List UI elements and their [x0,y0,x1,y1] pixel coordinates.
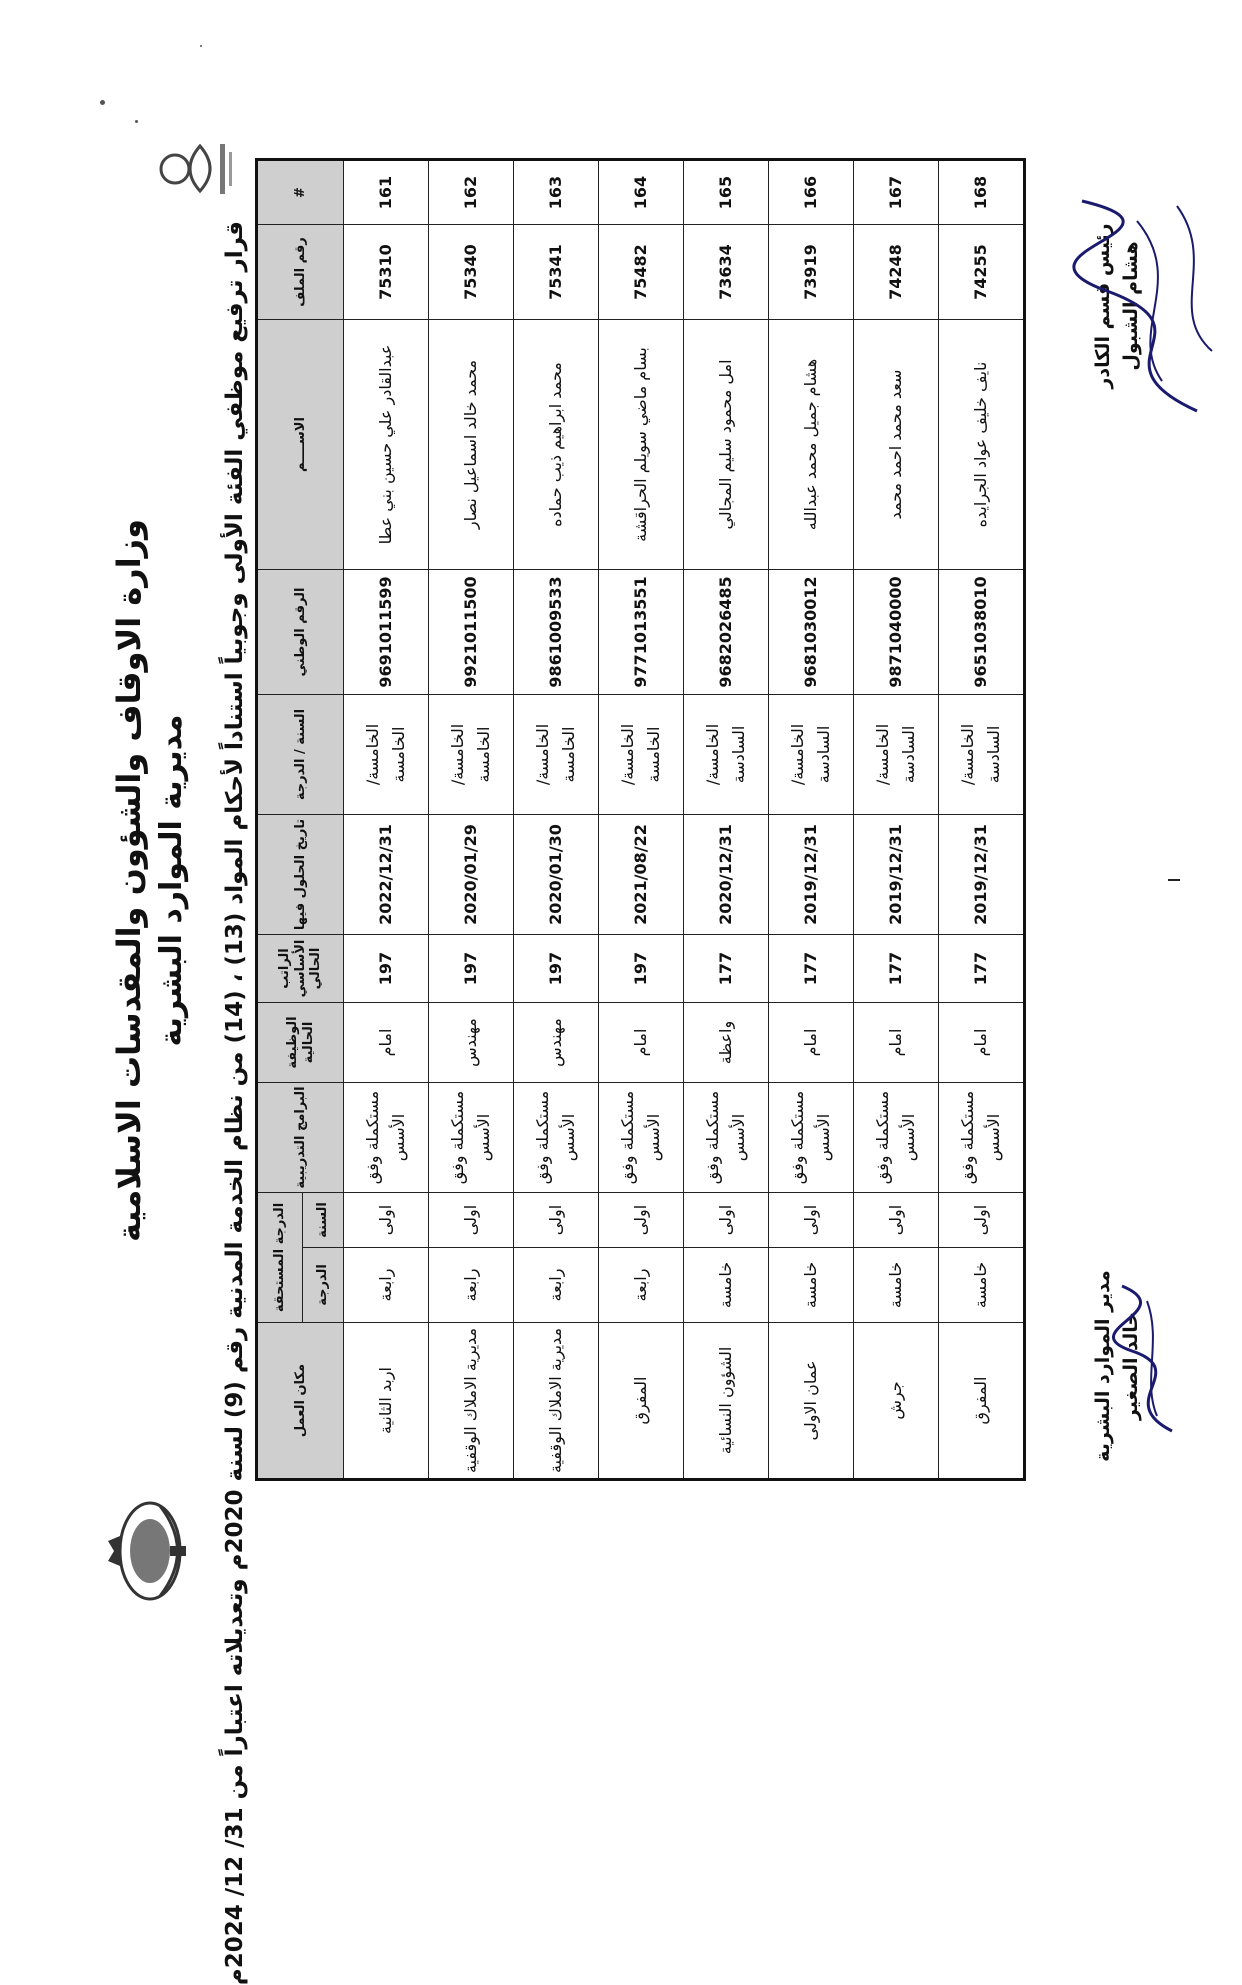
cell-due-grade: رابعة [599,1248,684,1323]
header-training: البرامج التدريبية [257,1083,344,1193]
cell-index: 162 [429,160,514,225]
cell-due-year: اولى [344,1193,429,1248]
ministry-name: وزارة الاوقاف والشؤون والمقدسات الاسلامية [110,519,148,1243]
cadre-head-name: هشام الشبول [1120,241,1142,371]
cell-salary: 177 [854,935,939,1003]
cadre-head-signature-block [1092,201,1222,411]
cell-name: هشام جميل محمد عبدالله [769,320,854,570]
table-row [769,160,854,1480]
cell-training: مستكملة وفق الأسس [769,1083,854,1193]
cell-file-no: 74255 [939,225,1025,320]
header-name: الاســــم [257,320,344,570]
cell-work-place: المفرق [599,1323,684,1480]
cell-date: 2020/01/29 [429,815,514,935]
promotion-table [255,158,1026,1481]
decision-title: قرار ترفيع موظفي الفئة الأولى وجوبياً استناداً لأحكام المواد (13) ، (14) من نظام الخدمة المدنية رقم (9) لسنة 2020م وتعديلاته اعتباراً من 31/ 12/ 2024م [222,221,248,1985]
cell-work-place: اربد الثانية [344,1323,429,1480]
cell-file-no: 73919 [769,225,854,320]
cell-due-grade: خامسة [769,1248,854,1323]
cell-date: 2020/12/31 [684,815,769,935]
cell-job: واعظة [684,1003,769,1083]
cell-file-no: 74248 [854,225,939,320]
cell-work-place: الشؤون النسائية [684,1323,769,1480]
cell-index: 165 [684,160,769,225]
page-number-glyph [1168,880,1180,882]
cell-year-grade: الخامسة/الخامسة [429,695,514,815]
cell-work-place: جرش [854,1323,939,1480]
cell-job: امام [344,1003,429,1083]
page-number [1165,0,1184,1761]
cell-index: 167 [854,160,939,225]
cell-salary: 177 [769,935,854,1003]
cell-name: بسام ماضي سويلم الحراقشة [599,320,684,570]
hr-director-signature-block [1092,1241,1212,1491]
cell-work-place: المفرق [939,1323,1025,1480]
cell-due-grade: خامسة [939,1248,1025,1323]
cell-year-grade: الخامسة/السادسة [854,695,939,815]
cell-national-id: 9651038010 [939,570,1025,695]
cell-year-grade: الخامسة/السادسة [769,695,854,815]
cell-job: امام [599,1003,684,1083]
header-due-grade-group: الدرجة المستحقة [257,1193,303,1323]
cell-due-grade: رابعة [514,1248,599,1323]
ministry-logo-icon [145,121,240,216]
table-row [939,160,1025,1480]
cell-file-no: 75341 [514,225,599,320]
cell-salary: 197 [429,935,514,1003]
cell-salary: 197 [514,935,599,1003]
header-basic-salary: الراتب الأساسي الحالي [257,935,344,1003]
cell-due-year: اولى [854,1193,939,1248]
cell-due-year: اولى [514,1193,599,1248]
cell-date: 2021/08/22 [599,815,684,935]
cell-job: امام [854,1003,939,1083]
cell-job: امام [939,1003,1025,1083]
cell-job: امام [769,1003,854,1083]
cell-due-year: اولى [684,1193,769,1248]
cell-due-year: اولى [769,1193,854,1248]
header-eligibility-date: تاريخ الحلول فيها [257,815,344,935]
cell-national-id: 9681030012 [769,570,854,695]
cell-work-place: عمان الاولى [769,1323,854,1480]
cell-date: 2020/01/30 [514,815,599,935]
cell-name: سعد محمد احمد محمد [854,320,939,570]
directorate-name: مديرية الموارد البشرية [154,714,189,1047]
cell-due-year: اولى [599,1193,684,1248]
cell-index: 168 [939,160,1025,225]
cell-training: مستكملة وفق الأسس [854,1083,939,1193]
table-row [684,160,769,1480]
cell-file-no: 75482 [599,225,684,320]
cell-index: 161 [344,160,429,225]
header-work-place: مكان العمل [257,1323,344,1480]
cell-date: 2019/12/31 [939,815,1025,935]
cell-date: 2019/12/31 [769,815,854,935]
cell-work-place: مديرية الاملاك الوقفية [429,1323,514,1480]
cell-index: 164 [599,160,684,225]
hr-director-name: خالد الصغير [1120,1311,1142,1421]
table-row [429,160,514,1480]
cell-name: امل محمود سليم المجالي [684,320,769,570]
table-row [599,160,684,1480]
cell-name: محمد خالد اسماعيل نصار [429,320,514,570]
cell-year-grade: الخامسة/الخامسة [344,695,429,815]
hr-director-title: مدير الموارد البشرية [1092,1270,1114,1462]
cell-national-id: 9861009533 [514,570,599,695]
cell-name: محمد ابراهيم ذيب حماده [514,320,599,570]
cell-training: مستكملة وفق الأسس [514,1083,599,1193]
cell-file-no: 75310 [344,225,429,320]
table-row [514,160,599,1480]
signature-scribble-icon [1067,191,1227,421]
cell-national-id: 9682026485 [684,570,769,695]
cell-due-grade: رابعة [344,1248,429,1323]
header-current-job: الوظيفة الحالية [257,1003,344,1083]
header-due-grade: الدرجة [303,1248,344,1323]
header-file-no: رقم الملف [257,225,344,320]
cell-salary: 177 [684,935,769,1003]
cell-work-place: مديرية الاملاك الوقفية [514,1323,599,1480]
cell-salary: 197 [344,935,429,1003]
table-row [344,160,429,1480]
cell-date: 2022/12/31 [344,815,429,935]
cell-name: نايف خليف عواد الجرايده [939,320,1025,570]
cell-national-id: 9871040000 [854,570,939,695]
cell-salary: 197 [599,935,684,1003]
header-year-grade: السنة / الدرجة [257,695,344,815]
cadre-head-title: رئيس قسم الكادر [1092,223,1114,389]
cell-national-id: 9771013551 [599,570,684,695]
cell-due-year: اولى [429,1193,514,1248]
header-national-id: الرقم الوطني [257,570,344,695]
cell-due-year: اولى [939,1193,1025,1248]
cell-training: مستكملة وفق الأسس [599,1083,684,1193]
cell-year-grade: الخامسة/السادسة [684,695,769,815]
cell-year-grade: الخامسة/الخامسة [599,695,684,815]
header-index: # [257,160,344,225]
cell-job: مهندس [429,1003,514,1083]
cell-name: عبدالقادر علي حسين بني عطا [344,320,429,570]
cell-salary: 177 [939,935,1025,1003]
cell-file-no: 75340 [429,225,514,320]
cell-training: مستكملة وفق الأسس [939,1083,1025,1193]
cell-due-grade: رابعة [429,1248,514,1323]
cell-year-grade: الخامسة/السادسة [939,695,1025,815]
cell-training: مستكملة وفق الأسس [429,1083,514,1193]
cell-national-id: 9921011500 [429,570,514,695]
cell-job: مهندس [514,1003,599,1083]
cell-national-id: 9691011599 [344,570,429,695]
cell-due-grade: خامسة [854,1248,939,1323]
kingdom-emblem-icon [100,1496,190,1606]
cell-index: 163 [514,160,599,225]
cell-date: 2019/12/31 [854,815,939,935]
cell-index: 166 [769,160,854,225]
cell-year-grade: الخامسة/الخامسة [514,695,599,815]
cell-training: مستكملة وفق الأسس [344,1083,429,1193]
header-due-year: السنة [303,1193,344,1248]
cell-due-grade: خامسة [684,1248,769,1323]
table-row [854,160,939,1480]
cell-training: مستكملة وفق الأسس [684,1083,769,1193]
cell-file-no: 73634 [684,225,769,320]
